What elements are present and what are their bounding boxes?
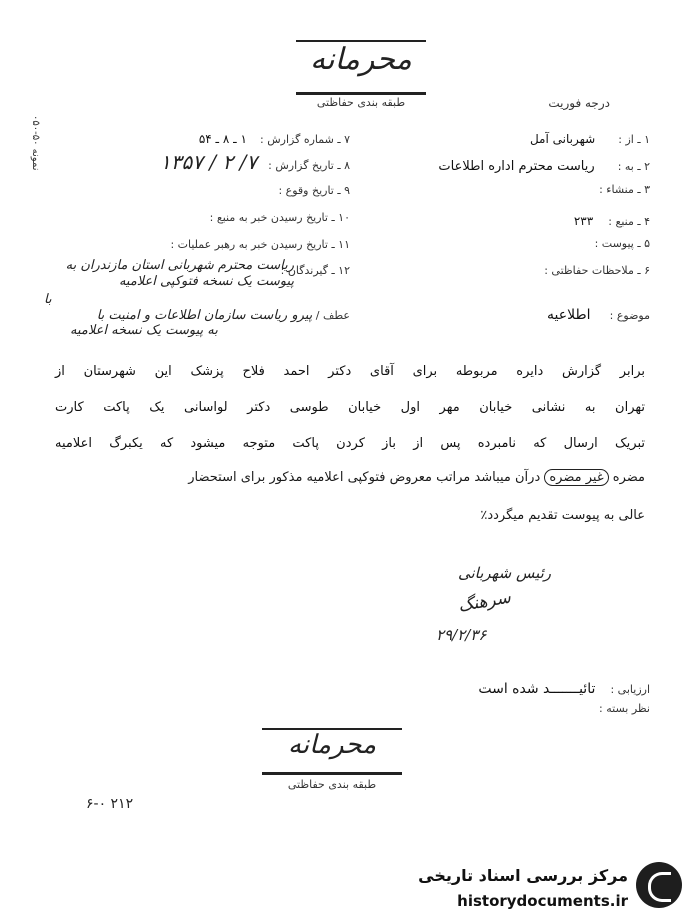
subject-value: اطلاعیه <box>547 307 591 323</box>
body-line-2: تهران به نشانی خیابان مهر اول خیابان طوسی دکتر لواسانی یک پاکت کارت <box>55 400 645 415</box>
body-line-4-rest: درآن میباشد مراتب معروض فتوکپی اعلامیه مذکور برای استحضار <box>188 470 541 485</box>
field-recipients-value: ریاست محترم شهربانی استان مازندران به پیوست یک نسخه فتوکپی اعلامیه <box>65 258 294 289</box>
field-from-value: شهربانی آمل <box>529 132 596 146</box>
evaluation-value: تائیـــــــد شده است <box>478 681 596 697</box>
field-source: ۴ ـ منبع : ۲۳۳ <box>573 214 650 228</box>
signature-title: رئیس شهربانی <box>458 564 552 582</box>
reference-text-2: به پیوست یک نسخه اعلامیه <box>70 323 218 338</box>
evaluation-line: ارزیابی : تائیـــــــد شده است <box>478 681 650 697</box>
field-report-date: ۸ ـ تاریخ گزارش : ۷/ ۲ / ۱۳۵۷ <box>160 150 350 174</box>
subject-line: موضوع : اطلاعیه <box>547 307 650 323</box>
reference-line: عطف / پیرو ریاست سازمان اطلاعات و امنیت با <box>96 308 350 323</box>
field-recipients-label: ۱۲ ـ گیرندگان : <box>280 264 350 277</box>
urgency-label: درجه فوریت <box>548 96 610 110</box>
body-line-5: عالی به پیوست تقدیم میگردد٪ <box>480 508 645 523</box>
body-line-4 <box>55 470 645 485</box>
document-number: ۶-۰ ۲۱۲ <box>86 796 134 812</box>
side-note: نمونه ۵۰-۰۵۰ <box>30 115 41 171</box>
field-security-notes: ۶ ـ ملاحظات حفاظتی : <box>544 264 650 277</box>
opinion-label: نظر بسته : <box>599 702 650 715</box>
field-occurrence-date: ۹ ـ تاریخ وقوع : <box>278 184 350 197</box>
archive-logo-icon <box>636 862 682 908</box>
field-to: ۲ ـ به : ریاست محترم اداره اطلاعات <box>438 159 650 174</box>
field-origin: ۳ ـ منشاء : <box>599 183 650 196</box>
field-source-value: ۲۳۳ <box>573 214 594 228</box>
body-line-3: تبریک ارسال که نامبرده پس از باز کردن پاکت متوجه میشود که یکبرگ اعلامیه <box>55 436 645 451</box>
signature-date: ۲۹/۲/۳۶ <box>436 626 487 644</box>
classification-underline-bottom <box>262 772 402 775</box>
field-report-number: ۷ ـ شماره گزارش : ۱ ـ ۸ ـ ۵۴ <box>198 132 350 146</box>
field-to-value: ریاست محترم اداره اطلاعات <box>438 159 595 174</box>
signature-name: سرهنگ <box>456 587 513 617</box>
classification-caption-top: طبقه بندی حفاظتی <box>316 96 406 109</box>
classification-caption-bottom: طبقه بندی حفاظتی <box>287 778 377 791</box>
reference-text: پیرو ریاست سازمان اطلاعات و امنیت با <box>96 308 313 323</box>
watermark-url: historydocuments.ir <box>457 892 628 910</box>
field-from: ۱ ـ از : شهربانی آمل <box>529 132 650 146</box>
circled-note: غیر مضره <box>544 469 608 486</box>
field-report-date-value: ۷/ ۲ / ۱۳۵۷ <box>160 150 258 174</box>
body-line-4-start: مضره <box>612 470 645 485</box>
watermark-name: مرکز بررسی اسناد تاریخی <box>418 866 628 885</box>
classification-stamp-bottom: محرمانه <box>262 728 402 760</box>
body-line-1: برابر گزارش دایره مربوطه برای آقای دکتر احمد فلاح پزشک این شهرستان از <box>55 364 645 379</box>
field-date-to-operations: ۱۱ ـ تاریخ رسیدن خبر به رهبر عملیات : <box>170 238 350 251</box>
field-report-number-value: ۱ ـ ۸ ـ ۵۴ <box>198 132 247 146</box>
classification-stamp-top: محرمانه <box>296 40 426 77</box>
classification-underline-top <box>296 92 426 95</box>
field-attachment: ۵ ـ پیوست : <box>594 237 650 250</box>
field-date-to-source: ۱۰ ـ تاریخ رسیدن خبر به منبع : <box>209 211 350 224</box>
reference-extra: با <box>44 292 52 307</box>
